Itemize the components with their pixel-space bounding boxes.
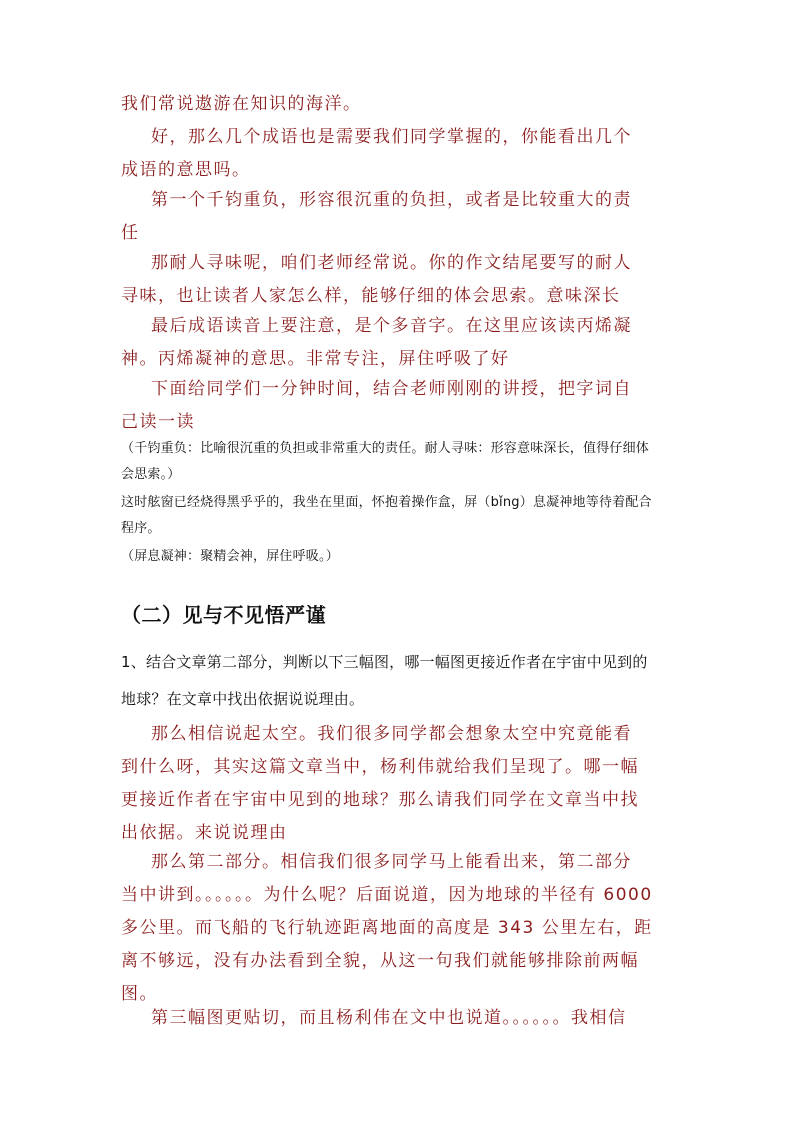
paragraph-6 (121, 373, 673, 439)
text-line: 我们常说遨游在知识的海洋。 (121, 94, 362, 114)
text-line: 当中讲到。。。。。。为什么呢？后面说道，因为地球的半径有 6000 (121, 885, 653, 905)
question-1 (121, 644, 673, 718)
text-line: 寻味，也让读者人家怎么样，能够仔细的体会思索。意味深长 (121, 286, 621, 306)
text-line: 出依据。来说说理由 (121, 823, 288, 843)
text-line: 会思索。） (121, 467, 181, 482)
text-line: 这时舷窗已经烧得黑乎乎的，我坐在里面，怀抱着操作盒，屏（bǐng）息凝神地等待着配合 (121, 495, 652, 510)
text-line: 好，那么几个成语也是需要我们同学掌握的，你能看出几个 (151, 127, 632, 147)
text-line: 程序。 (121, 521, 161, 536)
text-line: 下面给同学们一分钟时间，结合老师刚刚的讲授，把字词自 (151, 379, 632, 399)
text-line: 成语的意思吗。 (121, 160, 251, 180)
paragraph-9 (121, 1002, 673, 1035)
text-line: 那耐人寻味呢，咱们老师经常说。你的作文结尾要写的耐人 (151, 253, 632, 273)
text-line: 图。 (121, 984, 158, 1004)
paragraph-7 (121, 718, 673, 850)
paragraph-3 (121, 184, 673, 250)
text-line: 那么第二部分。相信我们很多同学马上能看出来，第二部分 (151, 852, 632, 872)
text-line: 那么相信说起太空。我们很多同学都会想象太空中究竟能看 (151, 724, 632, 744)
paragraph-1 (121, 88, 673, 121)
section-heading: （二）见与不见悟严谨 (121, 603, 326, 627)
text-line: 地球？在文章中找出依据说说理由。 (121, 690, 365, 708)
note-quote (121, 490, 673, 542)
text-line: 己读一读 (121, 412, 195, 432)
note-idioms (121, 436, 673, 488)
text-line: 多公里。而飞船的飞行轨迹距离地面的高度是 343 公里左右，距 (121, 918, 653, 938)
text-line: 任 (121, 223, 140, 243)
paragraph-5 (121, 310, 673, 376)
text-line: 到什么呀，其实这篇文章当中，杨利伟就给我们呈现了。哪一幅 (121, 757, 639, 777)
text-line: 更接近作者在宇宙中见到的地球？那么请我们同学在文章当中找 (121, 790, 639, 810)
note-definition (121, 544, 673, 570)
text-line: 离不够远，没有办法看到全貌，从这一句我们就能够排除前两幅 (121, 951, 639, 971)
text-line: 第一个千钧重负，形容很沉重的负担，或者是比较重大的责 (151, 190, 632, 210)
text-line: 最后成语读音上要注意，是个多音字。在这里应该读丙烯凝 (151, 316, 632, 336)
text-line: （屏息凝神：聚精会神，屏住呼吸。） (121, 549, 339, 564)
text-line: 神。丙烯凝神的意思。非常专注，屏住呼吸了好 (121, 349, 510, 369)
text-line: 1、结合文章第二部分，判断以下三幅图，哪一幅图更接近作者在宇宙中见到的 (121, 653, 648, 671)
paragraph-8 (121, 846, 673, 1011)
text-line: 第三幅图更贴切，而且杨利伟在文中也说道。。。。。。我相信 (151, 1008, 627, 1028)
paragraph-4 (121, 247, 673, 313)
paragraph-2 (121, 121, 673, 187)
text-line: （千钧重负：比喻很沉重的负担或非常重大的责任。耐人寻味：形容意味深长，值得仔细体 (121, 441, 650, 456)
